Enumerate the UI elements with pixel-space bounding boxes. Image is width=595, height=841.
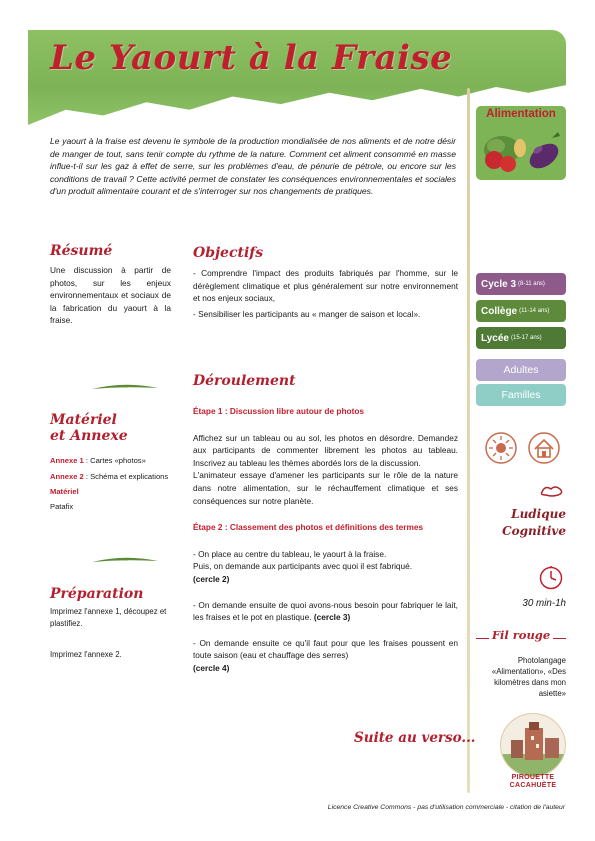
category-label: Alimentation [486,108,556,120]
materiel-list [50,455,171,512]
etape-2-paragraph: Puis, on demande aux participants avec quoi il est fabriqué. (cercle 2) [193,561,413,584]
logo-scene-icon [501,714,566,777]
materiel-heading-line1: Matériel [50,412,117,428]
preparation-text-1: Imprimez l'annexe 1, découpez et plastifiez. [50,607,167,628]
column-divider [467,88,470,793]
preparation-heading: Préparation [50,586,144,602]
suite-au-verso: Suite au verso... [354,730,476,746]
approach-ludique: Ludique [511,507,566,521]
materiel-heading [50,412,128,444]
logo-text-line2: CACAHUÈTE [509,782,557,789]
etape-1-paragraph: L'animateur essaye d'amener les participants sur le rôle de la nature dans notre alimentation, sur le réchauffement climatique et ses conséquences sur notre planète. [193,470,458,506]
intro-paragraph: Le yaourt à la fraise est devenu le symbole de la production mondialisée de nos aliments et de notre désir de manger de tout, sans tenir compte du rythme de la nature. Comment cet aliment consommé en masse influe-t-il sur les gaz à effet de serre, sur les problèmes d'eau, de pénurie de pétrole, ou encore sur les conditions de travail ? Cette activité permet de constater les conséquences environnementales et sociales d'un produit alimentaire courant et de s'interroger sur nos changements de pratiques. [50,136,456,197]
preparation-text-2: Imprimez l'annexe 2. [50,650,122,659]
approach-labels [470,506,566,540]
etape-1-title: Étape 1 : Discussion libre autour de photos [193,406,365,416]
objectifs-list [193,267,458,320]
materiel-label: Matériel [50,487,79,496]
audience-adultes: Adultes [476,359,566,381]
etape-1-paragraph: Affichez sur un tableau ou au sol, les photos en désordre. Demandez aux participants de commenter librement les photos au tableau. Inscrivez au tableau les thèmes abordés lors de la discussion. [193,432,458,468]
deroulement-body [193,405,458,675]
etape-2-paragraph: - On demande ensuite de quoi avons-nous besoin pour fabriquer le lait, les fraises et le pot en plastique. (cercle 3) [193,599,458,623]
duration: 30 min-1h [522,598,566,609]
logo-text [494,774,572,790]
fil-rouge-heading: Fil rouge [489,628,553,642]
materiel-text: Patafix [50,502,74,511]
clock-icon [538,565,564,591]
divider-swash [90,556,160,566]
etape-2-paragraph: - On place au centre du tableau, le yaourt à la fraise. [193,548,387,559]
logo [500,713,566,777]
page-title: Le Yaourt à la Fraise [50,38,453,78]
brain-icon [540,484,564,498]
college-tag: Collège (11-14 ans) [476,300,566,322]
audience-familles: Familles [476,384,566,406]
logo-text-line1: PIROUETTE [511,774,555,781]
category-badge [476,106,566,180]
objectif-item: - Sensibiliser les participants au « manger de saison et local». [193,308,421,319]
divider-swash [90,383,160,393]
fil-rouge-rule [476,624,566,642]
etape-2-title: Étape 2 : Classement des photos et définitions des termes [193,522,424,533]
objectif-item: - Comprendre l'impact des produits fabriqués par l'homme, sur le dérèglement climatique et plus généralement sur notre environnement et nos enjeux sociaux, [193,268,458,304]
deroulement-heading: Déroulement [193,373,296,389]
cycle-3-tag: Cycle 3 (8-11 ans) [476,273,566,295]
fil-rouge-text: Photolangage «Alimentation», «Des kilomètres dans mon asiette» [491,656,566,698]
etape-2-paragraph: - On demande ensuite ce qu'il faut pour que les fraises poussent en toute saison (eau et chauffage des serres) (cercle 4) [193,637,458,673]
lycee-tag: Lycée (15-17 ans) [476,327,566,349]
sun-icon [484,431,518,465]
annexe-1: Annexe 1 : Cartes «photos» [50,456,146,465]
objectifs-heading: Objectifs [193,245,264,261]
materiel-heading-line2: et Annexe [50,428,128,444]
resume-heading: Résumé [50,243,113,259]
annexe-2: Annexe 2 : Schéma et explications [50,472,169,481]
resume-text: Une discussion à partir de photos, sur les enjeux environnementaux et sociaux de la fabrication du yaourt à la fraise. [50,265,171,326]
license-footer: Licence Creative Commons - pas d'utilisation commerciale - citation de l'auteur [327,804,565,811]
house-icon [527,431,561,465]
vegetables-icon [482,124,562,178]
approach-cognitive: Cognitive [502,524,566,538]
